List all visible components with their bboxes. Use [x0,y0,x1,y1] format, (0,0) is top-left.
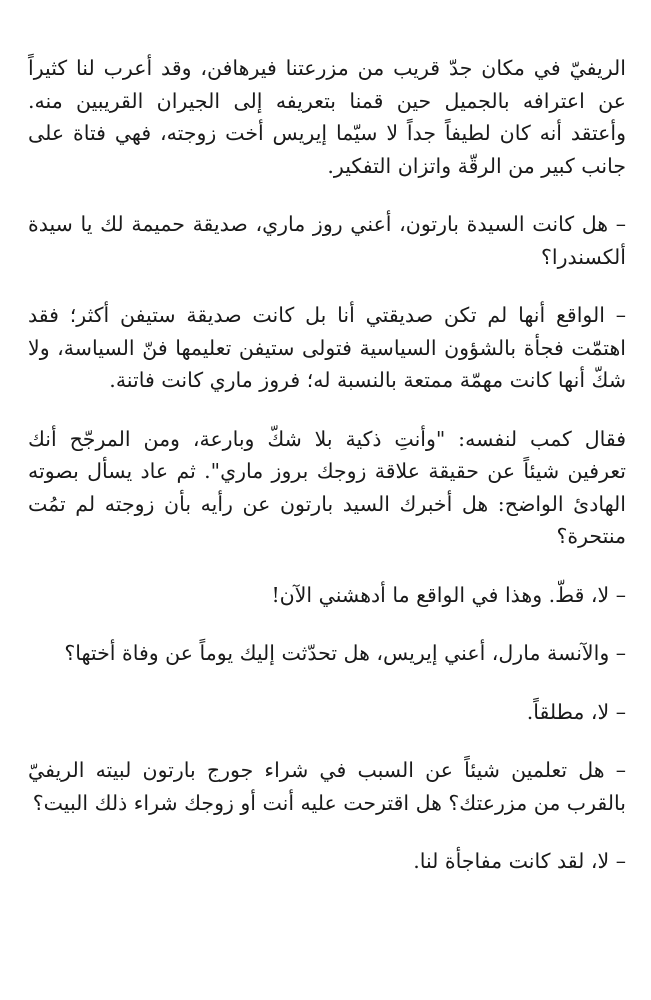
paragraph-narration-neighbors: الريفيّ في مكان جدّ قريب من مزرعتنا فيرهافن، وقد أعرب لنا كثيراً عن اعترافه بالجميل حين قمنا بتعريفه إلى الجيران القريبين منه. وأعتقد أنه كان لطيفاً جداً لا سيّما إيريس أخت زوجته، فهي فتاة على جانب كبير من الرقّة واتزان التفكير. [28,56,626,178]
paragraph-question-rose-mary: – هل كانت السيدة بارتون، أعني روز ماري، صديقة حميمة لك يا سيدة ألكسندرا؟ [28,212,626,269]
paragraph-kemp-thoughts: فقال كمب لنفسه: "وأنتِ ذكية بلا شكّ وبارعة، ومن المرجّح أنك تعرفين شيئاً عن حقيقة علاقة زوجك بروز ماري". ثم عاد يسأل بصوته الهادئ الواضح: هل أخبرك السيد بارتون عن رأيه بأن زوجته لم تمُت منتحرة؟ [28,426,627,548]
paragraph-question-house: – هل تعلمين شيئاً عن السبب في شراء جورج بارتون لبيته الريفيّ بالقرب من مزرعتك؟ هل اقترحت عليه أنت أو زوجك شراء ذلك البيت؟ [28,758,626,815]
book-page [28,52,626,904]
paragraph-answer-surprise: – لا، لقد كانت مفاجأة لنا. [413,849,626,873]
paragraph-answer-not-at-all: – لا، مطلقاً. [526,699,626,724]
paragraph-answer-stephen: – الواقع أنها لم تكن صديقتي أنا بل كانت صديقة ستيفن أكثر؛ فقد اهتمّت فجأة بالشؤون السياسية فتولى ستيفن تعليمها فنّ السياسة، ولا شكّ أنها كانت مهمّة ممتعة بالنسبة له؛ فروز ماري كانت فاتنة. [28,303,626,392]
paragraph-answer-never: – لا، قطّ. وهذا في الواقع ما أدهشني الآن! [271,582,626,607]
paragraph-question-iris: – والآنسة مارل، أعني إيريس، هل تحدّثت إليك يوماً عن وفاة أختها؟ [64,641,626,665]
